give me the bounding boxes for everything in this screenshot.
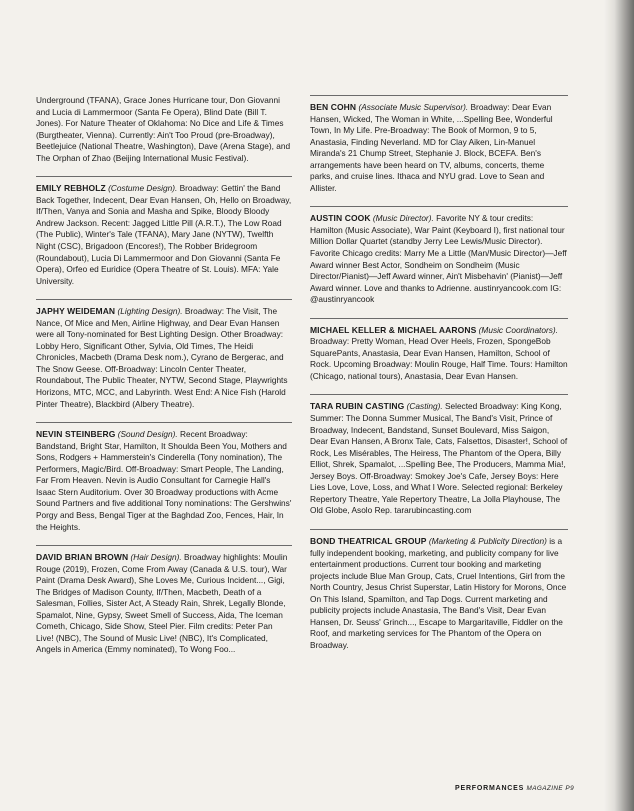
bio-text: Recent Broadway: Bandstand, Bright Star, Hamilton, It Shoulda Been You, Mothers and Sons, Rodgers + Hammerstein's Cinderella (Tony nomination), The Performers, Magic/Bird. Off-Broadway: Smart People, The Landing, Far From Heaven. Nevin is Audio Consultant for Carnegie Hall's Isaac Stern Auditorium. Over 30 Broadway productions with Acme Sound Partners and five additional Tony nominations: The Gershwins' Porgy and Bess, Bengal Tiger at the Baghdad Zoo, Fences, Hair, In the Heights. <box>36 429 292 532</box>
magazine-subtitle: MAGAZINE <box>526 785 564 792</box>
magazine-name: PERFORMANCES <box>455 785 525 792</box>
bio-role: (Casting). <box>406 401 443 412</box>
bio-nevin-steinberg <box>36 422 292 533</box>
bio-emily-rebholz <box>36 176 292 287</box>
bio-name: MICHAEL KELLER & MICHAEL AARONS <box>310 324 477 335</box>
bio-david-brian-brown <box>36 545 292 656</box>
divider <box>310 206 568 207</box>
bio-name: AUSTIN COOK <box>310 213 371 224</box>
bio-text: Broadway: Pretty Woman, Head Over Heels, Frozen, SpongeBob SquarePants, Anastasia, Dear Evan Hansen, Hamilton, School of Rock. Upcoming Broadway: Moulin Rouge, Half Time. Tours: Hamilton (Chicago, national tours), Anastasia, Dear Evan Hansen. <box>310 336 568 381</box>
bio-austin-cook <box>310 206 568 305</box>
bio-role: (Sound Design). <box>117 429 178 440</box>
bio-name: NEVIN STEINBERG <box>36 429 116 440</box>
divider <box>36 545 292 546</box>
left-column <box>36 95 292 668</box>
bio-name: BEN COHN <box>310 102 357 112</box>
bio-name: EMILY REBHOLZ <box>36 183 106 194</box>
bio-role: (Costume Design). <box>108 183 178 194</box>
bio-text: Selected Broadway: King Kong, Summer: The Donna Summer Musical, The Band's Visit, Prince of Broadway, Indecent, Bandstand, Sunset Boulevard, Miss Saigon, Dear Evan Hansen, A Bronx Tale, Cats, Falsettos, Disaster!, School of Rock, Les Misérables, The Heiress, The Phantom of the Opera, Billy Elliot, Shrek, Spamalot, ...Spelling Bee, The Producers, Mamma Mia!, Jersey Boys. Off-Broadway: Smokey Joe's Cafe, Jersey Boys: Here Lies Love, Love, Loss, and What I Wore. Selected regional: Berkeley Repertory Theatre, Yale Repertory Theatre, La Jolla Playhouse, The Old Globe, Asolo Rep. tararubincasting.com <box>310 401 568 516</box>
bio-text: Broadway highlights: Moulin Rouge (2019), Frozen, Come From Away (Canada & U.S. tour), War Paint (Drama Desk Award), She Loves Me, Curious Incident..., Gigi, The Bridges of Madison County, If/Then, Macbeth, Death of a Salesman, Follies, Sister Act, A Steady Rain, Shrek, Legally Blonde, Spamalot, Nine, Gypsy, Sweet Smell of Success, Aida, The Iceman Cometh, Chicago, Side Show, Steel Pier. Film credits: Peter Pan Live! (NBC), The Sound of Music Live! (NBC), It's Complicated, Angels in America (Emmy nominated), To Wong Foo... <box>36 552 288 655</box>
bio-name: TARA RUBIN CASTING <box>310 401 405 412</box>
bio-text: Broadway: Dear Evan Hansen, Wicked, The Woman in White, ...Spelling Bee, Wonderful Town, In My Life. Pre-Broadway: The Book of Mormon, 9 to 5, Anastasia, Finding Neverland. MD for Clay Aiken, Lin-Manuel Miranda's 21 Chump Street, Stephanie J. Block, BCEFA. Ben's arrangements have been heard on TV, albums, concerts, theme parks, and cruise lines. Ithaca and NYU grad. Love to Sean and Allister. <box>310 102 553 193</box>
bio-name: BOND THEATRICAL GROUP <box>310 535 427 546</box>
bio-bond-theatrical-group <box>310 529 568 651</box>
page-gutter-shadow <box>604 0 634 811</box>
divider <box>310 529 568 530</box>
bio-michael-keller-michael-aarons <box>310 318 568 383</box>
divider <box>36 299 292 300</box>
bio-role: (Associate Music Supervisor). <box>358 102 469 112</box>
divider <box>310 394 568 395</box>
divider <box>36 422 292 423</box>
bio-text: Favorite NY & tour credits: Hamilton (Music Associate), War Paint (Keyboard I), first national tour Million Dollar Quartet (standby Jerry Lee Lewis/Music Director). Favorite Chicago credits: Marry Me a Little (Man/Music Director)—Jeff Award winner Best Actor, Sondheim on Sondheim (Music Director/Pianist)—Jeff Award winner, Ain't Misbehavin' (Pianist)—Jeff Award winner. Love and thanks to Adrienne. austinryancook.com IG: @austinryancook <box>310 213 567 305</box>
bio-role: (Lighting Design). <box>117 306 183 317</box>
bio-japhy-weideman <box>36 299 292 410</box>
bio-name: DAVID BRIAN BROWN <box>36 552 129 563</box>
bio-role: (Music Director). <box>372 213 434 224</box>
bio-text: is a fully independent booking, marketing, and publicity company for live entertainment productions. Current tour booking and marketing projects include Blue Man Group, Cats, Cruel Intentions, Girl from the North Country, Jesus Christ Superstar, Latin History for Morons, Once On This Island, Spamilton, and Tap Dogs. Current marketing and publicity projects include Anastasia, The Band's Visit, Dear Evan Hansen, Dr. Seuss' Grinch..., Escape to Margaritaville, Fiddler on the Roof, and marketing services for The Phantom of the Opera on Broadway. <box>310 535 567 650</box>
bio-ben-cohn <box>310 95 568 194</box>
bio-name: JAPHY WEIDEMAN <box>36 306 116 317</box>
bio-tara-rubin-casting <box>310 394 568 516</box>
page-number: P9 <box>565 785 575 792</box>
right-column <box>310 95 568 663</box>
bio-role: (Music Coordinators). <box>478 324 558 335</box>
page-footer <box>455 785 574 792</box>
divider <box>36 176 292 177</box>
bio-role: (Hair Design). <box>130 552 182 563</box>
bio-text: Broadway: Gettin' the Band Back Together, Indecent, Dear Evan Hansen, Oh, Hello on Broadway, If/Then, Vanya and Sonia and Masha and Spike, Bloody Bloody Andrew Jackson. Recent: Jagged Little Pill (A.R.T.), The Low Road (The Public), Winter's Tale (TFANA), Mary Jane (NYTW), Twelfth Night (CSC), Brigadoon (Encores!), The Robber Bridegroom (Roundabout), Lucia Di Lammermoor and Don Giovanni (Santa Fe Opera), Orfeo ed Euridice (Opera Theatre of St. Louis). MFA: Yale University. <box>36 183 292 286</box>
continuation-text: Underground (TFANA), Grace Jones Hurricane tour, Don Giovanni and Lucia di Lammermoor (Santa Fe Opera), Blind Date (Bill T. Jones). For Nature Theater of Oklahoma: No Dice and Life & Times (Burgtheater, Vienna). Currently: Ain't Too Proud (pre-Broadway), Beetlejuice (National Theatre, Washington), Dave (Arena Stage), and The Orphan of Zhao (Beijing International Music Festival). <box>36 95 291 163</box>
bio-role: (Marketing & Publicity Direction) <box>428 535 547 546</box>
divider <box>310 95 568 96</box>
divider <box>310 318 568 319</box>
bio-text: Broadway: The Visit, The Nance, Of Mice and Men, Airline Highway, and Dear Evan Hansen were all Tony-nominated for Best Lighting Design. Other Broadway: Lobby Hero, Significant Other, Sylvia, Old Times, The Heidi Chronicles, Macbeth (Drama Desk nom.), Cyrano de Bergerac, and The Snow Geese. Off-Broadway: Lincoln Center Theater, Roundabout, The Public Theater, NYTW, Second Stage, Playwrights Horizons, MTC, MCC, and Labyrinth. West End: A Nice Fish (Harold Pinter Theatre), Blackbird (Albery Theatre). <box>36 306 288 409</box>
